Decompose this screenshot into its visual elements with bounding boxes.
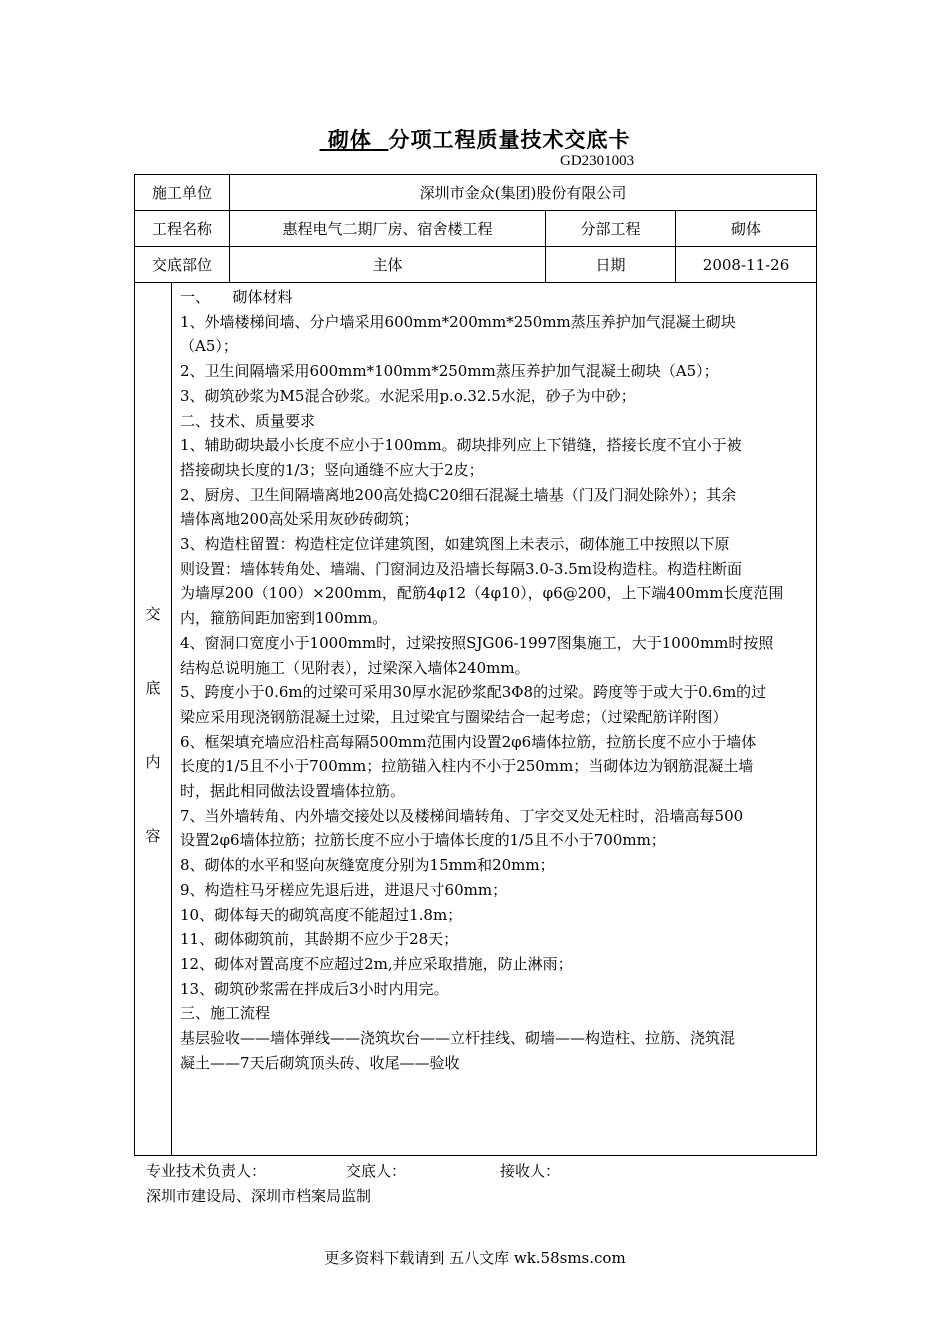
content-label-char: 内 bbox=[145, 752, 161, 771]
document-code: GD2301003 bbox=[560, 153, 635, 169]
content-line: 长度的1/5且不小于700mm；拉筋锚入柱内不小于250mm；当砌体边为钢筋混凝土墙 bbox=[180, 757, 754, 776]
content-line: 搭接砌块长度的1/3；竖向通缝不应大于2皮； bbox=[180, 460, 484, 479]
content-label-char: 容 bbox=[145, 826, 161, 845]
content-line: 11、砌体砌筑前，其龄期不应少于28天； bbox=[180, 930, 459, 949]
content-line: 二、技术、质量要求 bbox=[180, 411, 316, 430]
content-line: 则设置：墙体转角处、墙端、门窗洞边及沿墙长每隔3.0-3.5m设构造柱。构造柱断面 bbox=[180, 559, 743, 578]
content-line: 13、砌筑砂浆需在拌成后3小时内用完。 bbox=[180, 979, 449, 998]
content-line: 9、构造柱马牙槎应先退后进，进退尺寸60mm； bbox=[180, 880, 508, 899]
content-line: 2、卫生间隔墙采用600mm*100mm*250mm蒸压养护加气混凝土砌块（A5）； bbox=[180, 362, 719, 381]
content-line: 梁应采用现浇钢筋混凝土过梁，且过梁宜与圈梁结合一起考虑；（过梁配筋详附图） bbox=[180, 707, 728, 726]
content-line: 设置2φ6墙体拉筋；拉筋长度不应小于墙体长度的1/5且不小于700mm； bbox=[180, 831, 666, 850]
content-line: 结构总说明施工（见附表），过梁深入墙体240mm。 bbox=[180, 658, 530, 677]
content-line: 8、砌体的水平和竖向灰缝宽度分别为15mm和20mm； bbox=[180, 856, 555, 875]
row-location bbox=[135, 247, 817, 283]
content-line: 3、构造柱留置：构造柱定位详建筑图，如建筑图上未表示，砌体施工中按照以下原 bbox=[180, 535, 730, 554]
content-line: 凝土——7天后砌筑顶头砖、收尾——验收 bbox=[180, 1053, 460, 1072]
content-label-char: 底 bbox=[145, 678, 161, 697]
download-link-text: 更多资料下载请到 五八文库 wk.58sms.com bbox=[324, 1249, 626, 1267]
construction-unit-label: 施工单位 bbox=[135, 175, 230, 211]
content-label-char: 交 bbox=[145, 604, 161, 623]
content-line: 7、当外墙转角、内外墙交接处以及楼梯间墙转角、丁字交叉处无柱时，沿墙高每500 bbox=[180, 806, 744, 825]
title-prefix: 砌体 bbox=[327, 128, 372, 152]
row-construction-unit bbox=[135, 175, 817, 211]
supervision-note: 深圳市建设局、深圳市档案局监制 bbox=[146, 1187, 372, 1205]
date-label: 日期 bbox=[546, 247, 676, 283]
project-name-label: 工程名称 bbox=[135, 211, 230, 247]
content-line: 2、厨房、卫生间隔墙离地200高处捣C20细石混凝土墙基（门及门洞处除外）；其余 bbox=[180, 485, 737, 504]
content-line: 一、 砌体材料 bbox=[180, 288, 293, 306]
project-name-value: 惠程电气二期厂房、宿舍楼工程 bbox=[230, 211, 546, 247]
construction-unit-value: 深圳市金众(集团)股份有限公司 bbox=[230, 175, 817, 211]
content-line: 3、砌筑砂浆为M5混合砂浆。水泥采用p.o.32.5水泥，砂子为中砂； bbox=[180, 386, 636, 405]
content-line: 1、辅助砌块最小长度不应小于100mm。砌块排列应上下错缝，搭接长度不宜小于被 bbox=[180, 436, 742, 455]
date-value: 2008-11-26 bbox=[676, 247, 817, 283]
content-body bbox=[172, 283, 817, 1156]
sub-project-label: 分部工程 bbox=[546, 211, 676, 247]
tech-lead-label: 专业技术负责人： bbox=[146, 1162, 267, 1180]
row-project-name bbox=[135, 211, 817, 247]
content-line: 内，箍筋间距加密到100mm。 bbox=[180, 609, 388, 628]
location-value: 主体 bbox=[230, 247, 546, 283]
content-vertical-label bbox=[135, 593, 171, 846]
content-line: 为墙厚200（100）×200mm，配筋4φ12（4φ10），φ6@200，上下端400mm长度范围 bbox=[180, 584, 784, 603]
content-line: 墙体离地200高处采用灰砂砖砌筑； bbox=[180, 510, 419, 529]
row-content bbox=[135, 283, 817, 1156]
discloser-label: 交底人： bbox=[346, 1162, 407, 1180]
content-line: 4、窗洞口宽度小于1000mm时，过梁按照SJG06-1997图集施工，大于1000mm时按照 bbox=[180, 633, 774, 652]
page-title bbox=[0, 124, 950, 154]
content-label-cell bbox=[135, 283, 172, 1156]
receiver-label: 接收人： bbox=[500, 1162, 561, 1180]
content-line: 6、框架填充墙应沿柱高每隔500mm范围内设置2φ6墙体拉筋，拉筋长度不应小于墙体 bbox=[180, 732, 757, 751]
disclosure-table bbox=[134, 174, 817, 1156]
content-line: 12、砌体对置高度不应超过2m,并应采取措施，防止淋雨； bbox=[180, 954, 573, 973]
content-line: 基层验收——墙体弹线——浇筑坎台——立杆挂线、砌墙——构造柱、拉筋、浇筑混 bbox=[180, 1029, 736, 1048]
sub-project-value: 砌体 bbox=[676, 211, 817, 247]
content-line: 三、施工流程 bbox=[180, 1004, 271, 1023]
content-line: 时，据此相同做法设置墙体拉筋。 bbox=[180, 782, 406, 801]
location-label: 交底部位 bbox=[135, 247, 230, 283]
content-line: 5、跨度小于0.6m的过梁可采用30厚水泥砂浆配3Φ8的过梁。跨度等于或大于0.6m的过 bbox=[180, 683, 767, 702]
content-line: 1、外墙楼梯间墙、分户墙采用600mm*200mm*250mm蒸压养护加气混凝土砌块 bbox=[180, 312, 736, 331]
content-line: （A5）； bbox=[180, 337, 238, 356]
content-line: 10、砌体每天的砌筑高度不能超过1.8m； bbox=[180, 905, 463, 924]
title-main: 分项工程质量技术交底卡 bbox=[388, 128, 631, 152]
